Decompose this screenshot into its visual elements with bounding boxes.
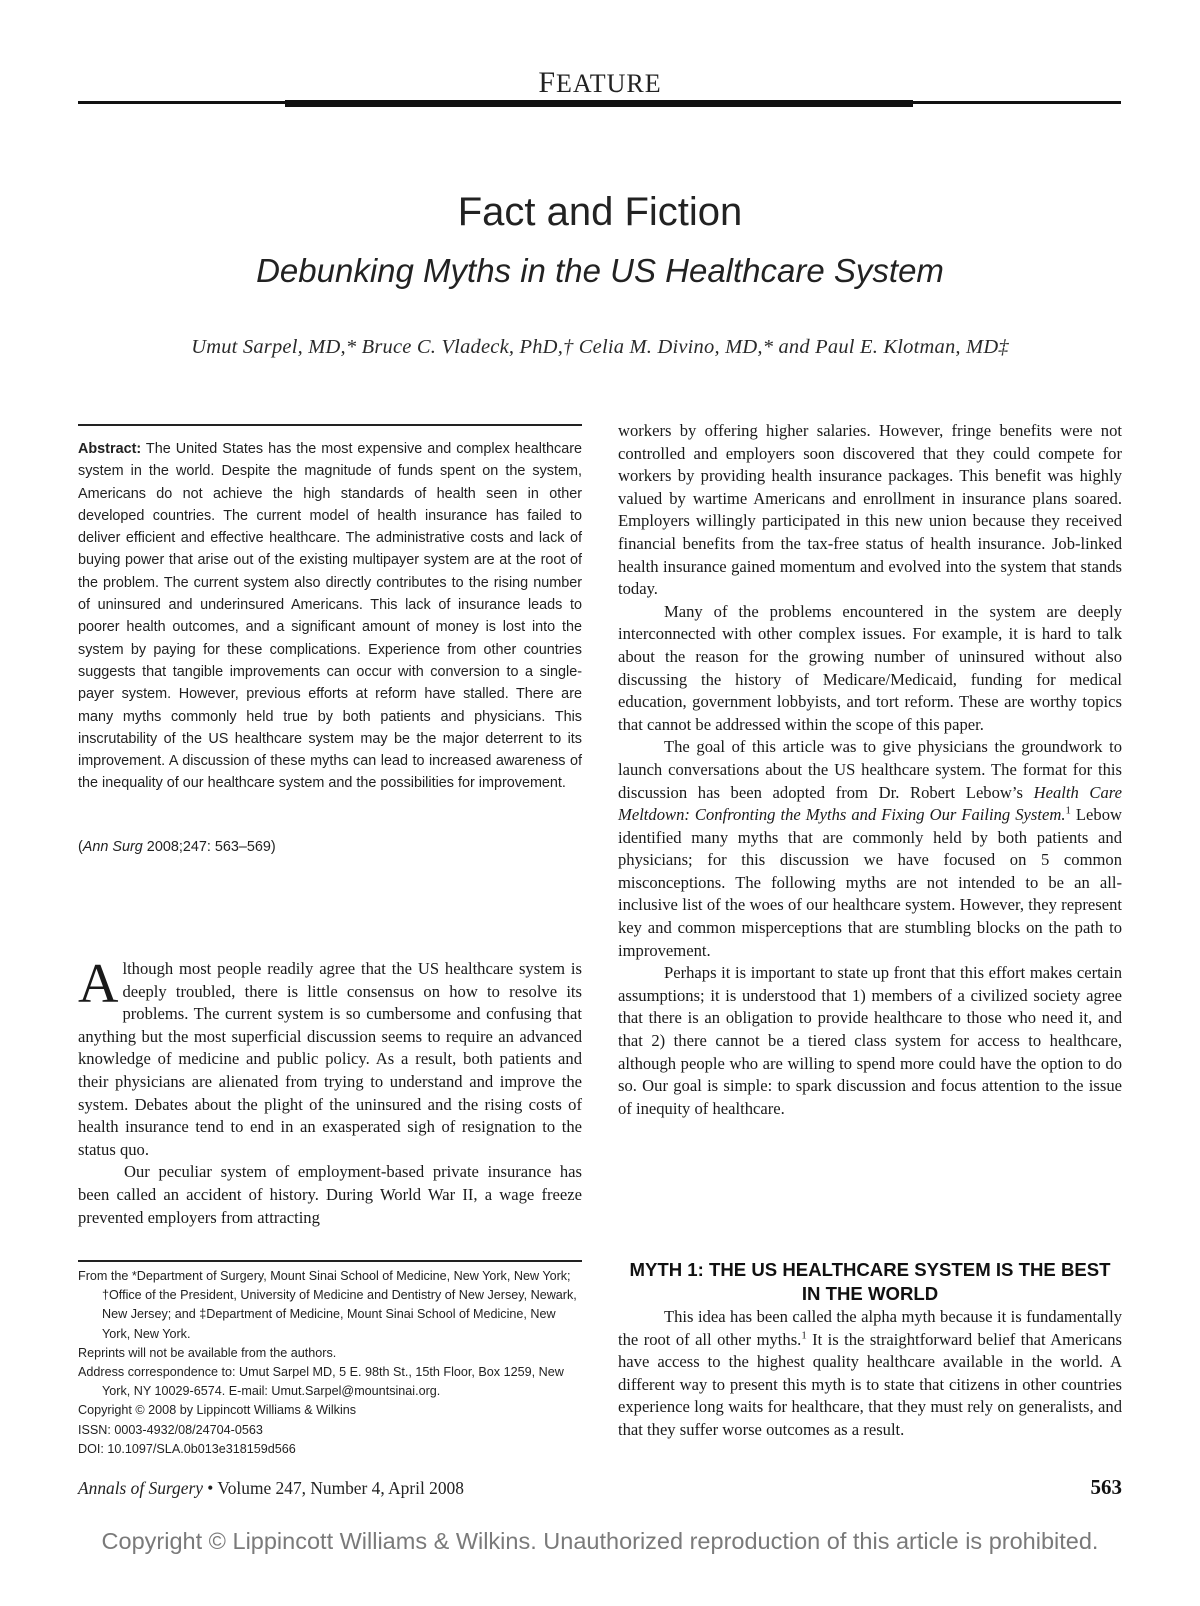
intro-paragraph: Although most people readily agree that the US healthcare system is deeply troubled, there is little consensus on how to resolve its problems. The current system is so cumbersome and confusing that anything but the most superficial discussion seems to require an advanced knowledge of medicine and public policy. As a result, both patients and their physicians are alienated from trying to understand and improve the system. Debates about the plight of the uninsured and the rising costs of health insurance tend to end in an exasperated sigh of resignation to the status quo. (78, 953, 582, 1159)
journal-name: Annals of Surgery (78, 1478, 203, 1498)
abstract-text: The United States has the most expensive and complex healthcare system in the world. Despite the magnitude of funds spent on the system, Americans do not achieve the high standards of health seen in other developed countries. The current model of health insurance has failed to deliver efficient and effective healthcare. The administrative costs and lack of buying power that arise out of the existing multipayer system are at the root of the problem. The current system also directly contributes to the rising number of uninsured and underinsured Americans. This lack of insurance leads to poorer health outcomes, and a significant amount of money is lost into the system by paying for these complications. Experience from other countries suggests that tangible improvements can occur with conversion to a single-payer system. However, previous efforts at reform have stalled. There are many myths commonly held true by both patients and physicians. This inscrutability of the US healthcare system may be the major deterrent to its improvement. A discussion of these myths can lead to increased awareness of the inequality of our healthcare system and the possibilities for improvement. (78, 441, 582, 792)
citation-journal: Ann Surg (82, 839, 143, 855)
section-label: FEATURE (538, 66, 662, 99)
correspondence-note: Address correspondence to: Umut Sarpel MD, 5 E. 98th St., 15th Floor, Box 1259, New York, NY 10029-6574. E-mail: Umut.Sarpel@mountsinai.org. (78, 1365, 564, 1399)
myth-1-paragraph: This idea has been called the alpha myth because it is fundamentally the root of all other myths.$^1$ It is the straightforward belief that Americans have access to the highest quality healthcare available in the world. A different way to present this myth is to state that citizens in other countries experience long waits for healthcare, that they must rely on generalists, and that they suffer worse outcomes as a result. (618, 1307, 1122, 1439)
reprints-note: Reprints will not be available from the authors. (78, 1345, 337, 1360)
article-title: Fact and Fiction (457, 190, 743, 234)
header-rule-thick (285, 100, 913, 107)
footnotes (78, 1267, 582, 1459)
journal-footer (78, 1478, 464, 1499)
issn-note: ISSN: 0003-4932/08/24704-0563 (78, 1422, 263, 1437)
author-list: Umut Sarpel, MD,* Bruce C. Vladeck, PhD,† Celia M. Divino, MD,* and Paul E. Klotman, MD‡ (191, 336, 1009, 358)
book-title: Health Care Meltdown: Confronting the Myths and Fixing Our Failing System. (618, 782, 1122, 825)
reference-superscript: 1 (801, 1329, 807, 1342)
myth-1-body (618, 1306, 1122, 1442)
copyright-banner: Copyright © Lippincott Williams & Wilkins. Unauthorized reproduction of this article is prohibited. (101, 1528, 1099, 1554)
history-paragraph: Our peculiar system of employment-based private insurance has been called an accident of history. During World War II, a wage freeze prevented employers from attracting (78, 1162, 582, 1227)
abstract-label: Abstract: (78, 441, 142, 457)
left-column-body (78, 953, 582, 1229)
reference-superscript: 1 (1065, 804, 1071, 817)
page-number: 563 (1090, 1475, 1122, 1499)
drop-cap: A (78, 953, 119, 1015)
myth-1-heading: MYTH 1: THE US HEALTHCARE SYSTEM IS THE BEST IN THE WORLD (629, 1259, 1111, 1304)
copyright-note: Copyright © 2008 by Lippincott Williams & Wilkins (78, 1403, 357, 1418)
citation: (Ann Surg 2008;247: 563–569) (78, 839, 276, 855)
continuation-paragraph: workers by offering higher salaries. However, fringe benefits were not controlled and employers soon discovered that they could compete for workers by providing health insurance packages. This benefit was highly valued by wartime Americans and enrollment in insurance plans soared. Employers willingly participated in this new union because they received financial benefits from the tax-free status of health insurance. Job-linked health insurance gained momentum and evolved into the system that stands today. (618, 421, 1122, 599)
article-subtitle: Debunking Myths in the US Healthcare System (256, 252, 944, 289)
affiliation-note: From the *Department of Surgery, Mount Sinai School of Medicine, New York, New York; †Office of the President, University of Medicine and Dentistry of New Jersey, Newark, New Jersey; and ‡Department of Medicine, Mount Sinai School of Medicine, New York, New York. (78, 1269, 577, 1341)
right-column-body (618, 420, 1122, 1120)
doi-note: DOI: 10.1097/SLA.0b013e318159d566 (78, 1441, 296, 1456)
goal-paragraph: The goal of this article was to give physicians the groundwork to launch conversations about the US healthcare system. The format for this discussion has been adopted from Dr. Robert Lebow’s Health Care Meltdown: Confronting the Myths and Fixing Our Failing System.$^1$ Lebow identified many myths that are commonly held by both patients and physicians; for this discussion we have focused on 5 common misconceptions. The following myths are not intended to be an all-inclusive list of the woes of our healthcare system. However, they represent key and common misperceptions that are stumbling blocks on the path to improvement. (618, 737, 1122, 960)
journal-issue: • Volume 247, Number 4, April 2008 (202, 1478, 464, 1498)
footnote-rule (78, 1260, 582, 1262)
abstract (78, 438, 582, 795)
problems-paragraph: Many of the problems encountered in the system are deeply interconnected with other complex issues. For example, it is hard to talk about the reason for the growing number of uninsured without also discussing the history of Medicare/Medicaid, funding for medical education, government lobbyists, and tort reform. These are worthy topics that cannot be addressed within the scope of this paper. (618, 601, 1122, 734)
assumptions-paragraph: Perhaps it is important to state up front that this effort makes certain assumptions; it is understood that 1) members of a civilized society agree that there is an obligation to provide healthcare to those who need it, and that 2) there cannot be a tiered class system for access to healthcare, although people who are willing to spend more could have the option to do so. Our goal is simple: to spark discussion and focus attention to the issue of inequity of healthcare. (618, 963, 1122, 1118)
abstract-rule (78, 424, 582, 426)
